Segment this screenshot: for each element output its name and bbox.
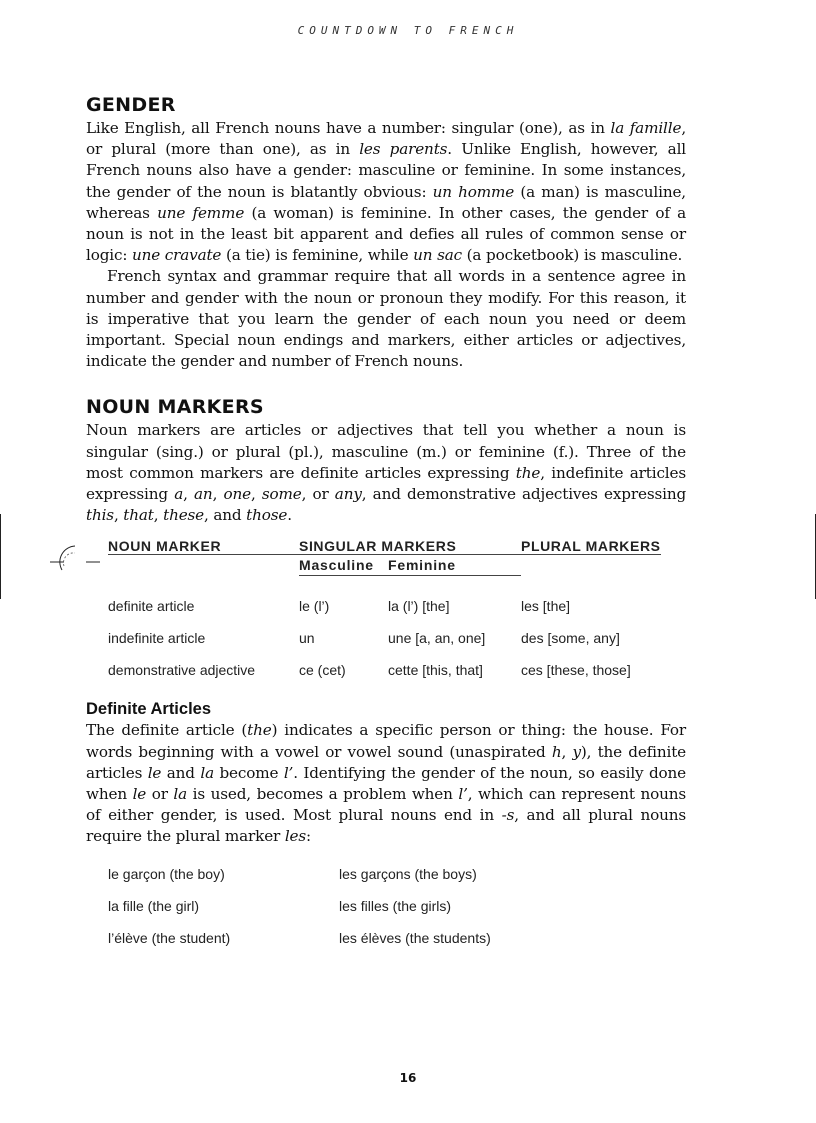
noun-marker-table-header bbox=[108, 536, 661, 555]
example-plural: les garçons (the boys) bbox=[339, 865, 477, 882]
table-row bbox=[108, 646, 661, 678]
italic-term: la bbox=[200, 763, 214, 782]
italic-term: the bbox=[247, 721, 272, 740]
page-number: 16 bbox=[399, 1071, 417, 1085]
italic-term: un homme bbox=[432, 182, 515, 201]
row-masculine: le (l’) bbox=[299, 598, 330, 615]
list-item bbox=[108, 890, 589, 922]
section-heading-noun-markers: NOUN MARKERS bbox=[86, 396, 264, 419]
list-item bbox=[108, 858, 589, 890]
italic-term: les parents bbox=[359, 140, 448, 159]
italic-term: one bbox=[223, 485, 251, 504]
italic-term: h bbox=[551, 742, 562, 761]
example-plural: les élèves (the students) bbox=[339, 929, 491, 946]
italic-term: that bbox=[123, 506, 154, 525]
italic-term: those bbox=[246, 506, 288, 525]
subsection-heading-definite-articles: Definite Articles bbox=[86, 700, 212, 719]
row-feminine: cette [this, that] bbox=[388, 662, 483, 679]
list-item bbox=[108, 922, 589, 954]
example-singular: la fille (the girl) bbox=[108, 897, 200, 914]
crop-mark-left bbox=[0, 514, 1, 599]
noun-markers-paragraph: Noun markers are articles or adjectives that tell you whether a noun is singular (sing.) or plural (pl.), masculine (m.) or feminine (f.). Three of the most common markers are definite articles expressing the, indefinite articles expressing a, an, one, some, or any, and demonstrative adjectives expressing this, that, these, and those. bbox=[86, 421, 687, 525]
page-content bbox=[86, 92, 686, 954]
column-header-singular-markers: SINGULAR MARKERS bbox=[299, 536, 521, 555]
italic-term: la famille bbox=[610, 119, 682, 137]
column-header-noun-marker: NOUN MARKER bbox=[108, 536, 299, 555]
example-singular: l’élève (the student) bbox=[108, 929, 231, 946]
gender-paragraph-1: Like English, all French nouns have a number: singular (one), as in la famille, or plural (more than one), as in les parents. Unlike English, however, all French nouns also have a gender: masculine or feminine. In some instances, the gender of the noun is blatantly obvious: un homme (a man) is masculine, whereas une femme (a woman) is feminine. In other cases, the gender of a noun is not in the least bit apparent and defies all rules of common sense or logic: une cravate (a tie) is feminine, while un sac (a pocketbook) is masculine. bbox=[86, 119, 686, 265]
italic-term: une cravate bbox=[131, 246, 222, 265]
row-masculine: ce (cet) bbox=[299, 662, 346, 679]
italic-term: le bbox=[132, 785, 147, 804]
column-header-plural-markers: PLURAL MARKERS bbox=[521, 538, 661, 555]
definite-article-examples bbox=[108, 858, 589, 954]
italic-term: the bbox=[515, 463, 541, 482]
row-marker: demonstrative adjective bbox=[108, 662, 256, 679]
italic-term: l’ bbox=[458, 785, 468, 804]
noun-marker-table-subheader bbox=[108, 555, 661, 576]
gender-paragraph-2: French syntax and grammar require that all words in a sentence agree in number and gender with the noun or pronoun they modify. For this reason, it is imperative that you learn the gender of each noun you need or deem important. Special noun endings and markers, either articles or adjectives, indicate the gender and number of French nouns. bbox=[86, 267, 686, 371]
italic-term: la bbox=[173, 785, 188, 804]
noun-marker-table bbox=[108, 536, 661, 678]
italic-term: y bbox=[572, 742, 581, 761]
italic-term: an bbox=[194, 485, 213, 504]
example-plural: les filles (the girls) bbox=[339, 897, 452, 914]
italic-term: a bbox=[174, 485, 184, 504]
running-head: COUNTDOWN TO FRENCH bbox=[297, 24, 519, 37]
row-masculine: un bbox=[299, 630, 315, 647]
italic-term: les bbox=[284, 827, 307, 846]
subheader-masculine: Masculine bbox=[299, 555, 388, 576]
row-plural: des [some, any] bbox=[521, 630, 620, 647]
italic-term: le bbox=[147, 763, 162, 782]
italic-term: any bbox=[334, 485, 362, 504]
italic-term: some bbox=[261, 485, 302, 504]
italic-term: these bbox=[163, 506, 205, 525]
definite-articles-paragraph: The definite article (the) indicates a specific person or thing: the house. For words beginning with a vowel or vowel sound (unaspirated h, y), the definite articles le and la become l’. Identifying the gender of the noun, so easily done when le or la is used, becomes a problem when l’, which can represent nouns of either gender, is used. Most plural nouns end in -s, and all plural nouns require the plural marker les: bbox=[86, 721, 687, 846]
italic-term: un sac bbox=[413, 246, 462, 265]
italic-term: this bbox=[86, 506, 114, 525]
italic-term: l’ bbox=[283, 763, 294, 782]
subheader-feminine: Feminine bbox=[388, 555, 521, 576]
example-singular: le garçon (the boy) bbox=[108, 865, 225, 882]
italic-term: -s bbox=[501, 806, 515, 825]
row-plural: les [the] bbox=[521, 598, 571, 615]
italic-term: une femme bbox=[157, 203, 245, 222]
row-marker: definite article bbox=[108, 598, 195, 615]
table-row bbox=[108, 614, 661, 646]
row-feminine: une [a, an, one] bbox=[388, 630, 486, 647]
section-heading-gender: GENDER bbox=[86, 94, 176, 116]
table-row bbox=[108, 576, 661, 615]
row-marker: indefinite article bbox=[108, 630, 206, 647]
row-plural: ces [these, those] bbox=[521, 662, 631, 679]
row-feminine: la (l’) [the] bbox=[388, 598, 450, 615]
